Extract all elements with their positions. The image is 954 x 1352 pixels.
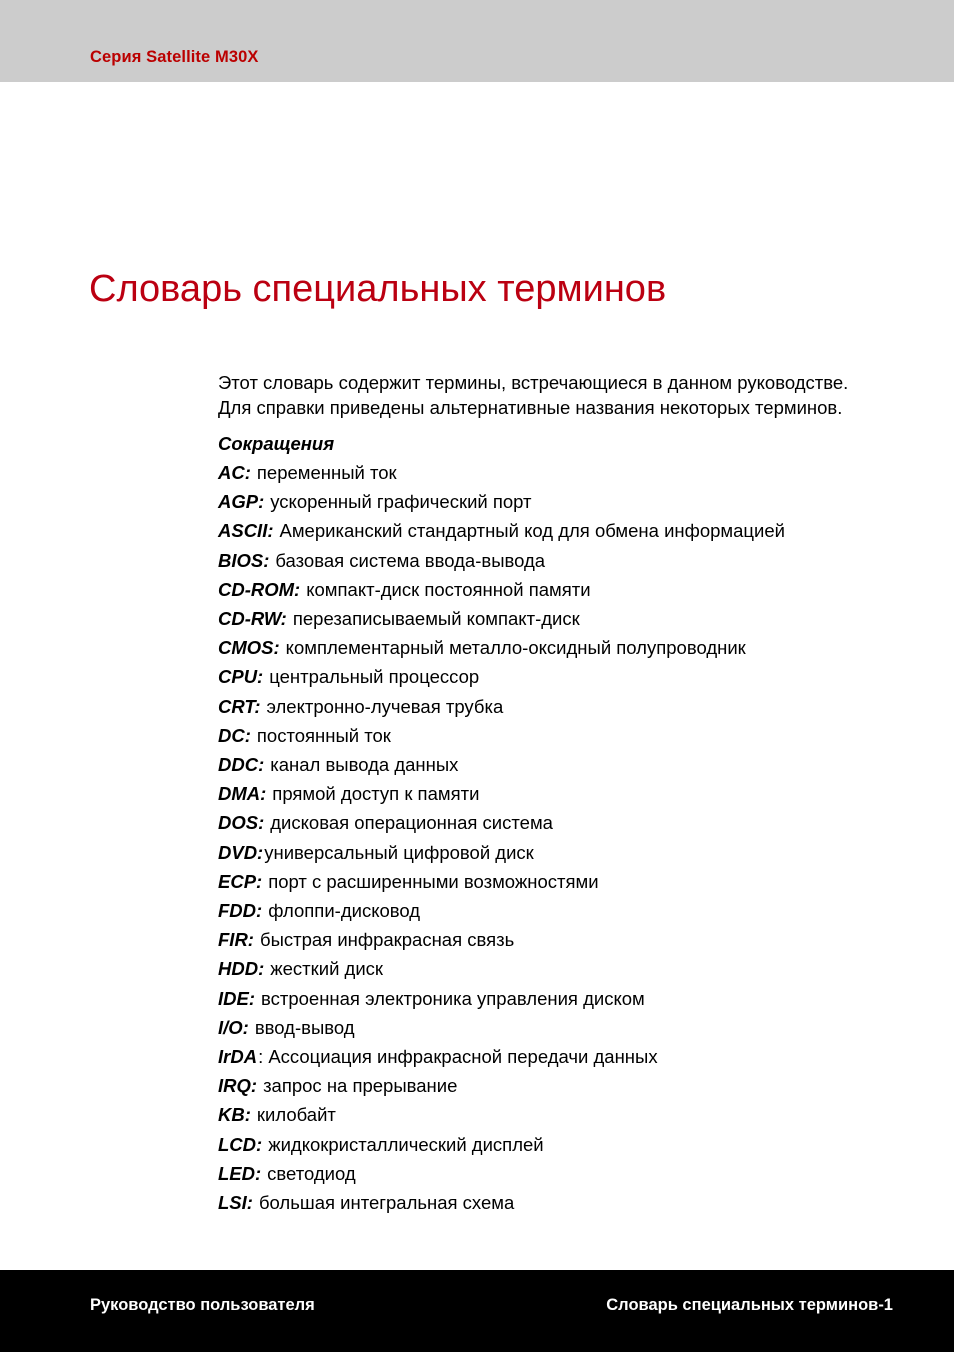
glossary-entry — [218, 779, 878, 808]
glossary-entry — [218, 867, 878, 896]
glossary-entry — [218, 516, 878, 545]
glossary-definition: дисковая операционная система — [270, 812, 553, 834]
glossary-entry — [218, 458, 878, 487]
glossary-definition: флоппи-дисковод — [268, 900, 421, 922]
glossary-term: I/O: — [218, 1016, 249, 1038]
intro-paragraph: Этот словарь содержит термины, встречающиеся в данном руководстве. Для справки приведены альтернативные названия некоторых терминов. — [218, 372, 849, 418]
glossary-body — [218, 370, 878, 1217]
glossary-definition: постоянный ток — [256, 724, 391, 746]
glossary-term: ECP: — [218, 870, 263, 892]
glossary-definition: канал вывода данных — [270, 754, 459, 776]
glossary-entry — [218, 721, 878, 750]
glossary-entry — [218, 925, 878, 954]
glossary-entry — [218, 633, 878, 662]
glossary-term: ASCII: — [218, 520, 274, 542]
glossary-term: IDE: — [218, 987, 255, 1009]
glossary-term: LSI: — [218, 1192, 253, 1214]
series-label: Серия Satellite M30X — [90, 48, 259, 66]
glossary-definition: килобайт — [256, 1104, 336, 1126]
glossary-definition: комплементарный металло-оксидный полупроводник — [285, 637, 746, 659]
glossary-entry — [218, 1159, 878, 1188]
glossary-term: LED: — [218, 1162, 262, 1184]
glossary-definition: Американский стандартный код для обмена информацией — [279, 520, 785, 542]
glossary-definition: : Ассоциация инфракрасной передачи данных — [258, 1046, 658, 1068]
glossary-entry — [218, 984, 878, 1013]
glossary-term: DVD: — [218, 841, 264, 863]
glossary-definition: встроенная электроника управления диском — [261, 987, 645, 1009]
glossary-term: IrDA — [218, 1046, 258, 1068]
footer-page-label: Словарь специальных терминов-1 — [606, 1296, 893, 1314]
section-label-abbreviations: Сокращения — [218, 433, 335, 454]
glossary-entry — [218, 692, 878, 721]
glossary-definition: большая интегральная схема — [258, 1192, 515, 1214]
glossary-entry — [218, 808, 878, 837]
glossary-term: CD-RW: — [218, 608, 287, 630]
glossary-term: DMA: — [218, 783, 267, 805]
glossary-definition: универсальный цифровой диск — [264, 841, 534, 863]
glossary-entry — [218, 1042, 878, 1071]
glossary-term: CPU: — [218, 666, 264, 688]
glossary-definition: центральный процессор — [269, 666, 480, 688]
page-content — [0, 82, 954, 1270]
glossary-entry — [218, 838, 878, 867]
glossary-definition: прямой доступ к памяти — [272, 783, 480, 805]
footer-manual-label: Руководство пользователя — [90, 1296, 315, 1314]
glossary-term: IRQ: — [218, 1075, 258, 1097]
glossary-entry — [218, 1071, 878, 1100]
glossary-term: CRT: — [218, 695, 261, 717]
glossary-term: HDD: — [218, 958, 265, 980]
glossary-definition: электронно-лучевая трубка — [266, 695, 504, 717]
glossary-entry — [218, 575, 878, 604]
glossary-term: AC: — [218, 462, 251, 483]
glossary-definition: компакт-диск постоянной памяти — [306, 578, 591, 600]
glossary-definition: перезаписываемый компакт-диск — [292, 608, 580, 630]
glossary-entry — [218, 487, 878, 516]
glossary-definition: быстрая инфракрасная связь — [259, 929, 515, 951]
glossary-entry — [218, 546, 878, 575]
glossary-entry — [218, 1100, 878, 1129]
glossary-entry — [218, 1013, 878, 1042]
glossary-entry — [218, 604, 878, 633]
page-title: Словарь специальных терминов — [89, 268, 667, 311]
glossary-definition: базовая система ввода-вывода — [275, 549, 546, 571]
glossary-entry — [218, 662, 878, 691]
glossary-term: CD-ROM: — [218, 578, 301, 600]
glossary-term: DOS: — [218, 812, 265, 834]
glossary-definition: переменный ток — [256, 462, 397, 483]
glossary-entry — [218, 1188, 878, 1217]
glossary-definition: запрос на прерывание — [263, 1075, 458, 1097]
glossary-term: FIR: — [218, 929, 254, 951]
page-header-band — [0, 0, 954, 82]
glossary-definition: порт с расширенными возможностями — [268, 870, 599, 892]
glossary-entry — [218, 896, 878, 925]
glossary-term: LCD: — [218, 1133, 263, 1155]
glossary-term: CMOS: — [218, 637, 280, 659]
glossary-term: AGP: — [218, 491, 265, 513]
glossary-definition: ввод-вывод — [254, 1016, 355, 1038]
glossary-term: KB: — [218, 1104, 251, 1126]
glossary-list — [218, 458, 878, 1217]
glossary-definition: светодиод — [267, 1162, 356, 1184]
glossary-definition: ускоренный графический порт — [270, 491, 532, 513]
glossary-entry — [218, 1130, 878, 1159]
glossary-term: DDC: — [218, 754, 265, 776]
page-footer-band — [0, 1270, 954, 1352]
glossary-term: BIOS: — [218, 549, 270, 571]
glossary-definition: жидкокристаллический дисплей — [268, 1133, 544, 1155]
glossary-term: FDD: — [218, 900, 263, 922]
glossary-definition: жесткий диск — [270, 958, 384, 980]
glossary-term: DC: — [218, 724, 251, 746]
glossary-entry — [218, 750, 878, 779]
glossary-entry — [218, 954, 878, 983]
